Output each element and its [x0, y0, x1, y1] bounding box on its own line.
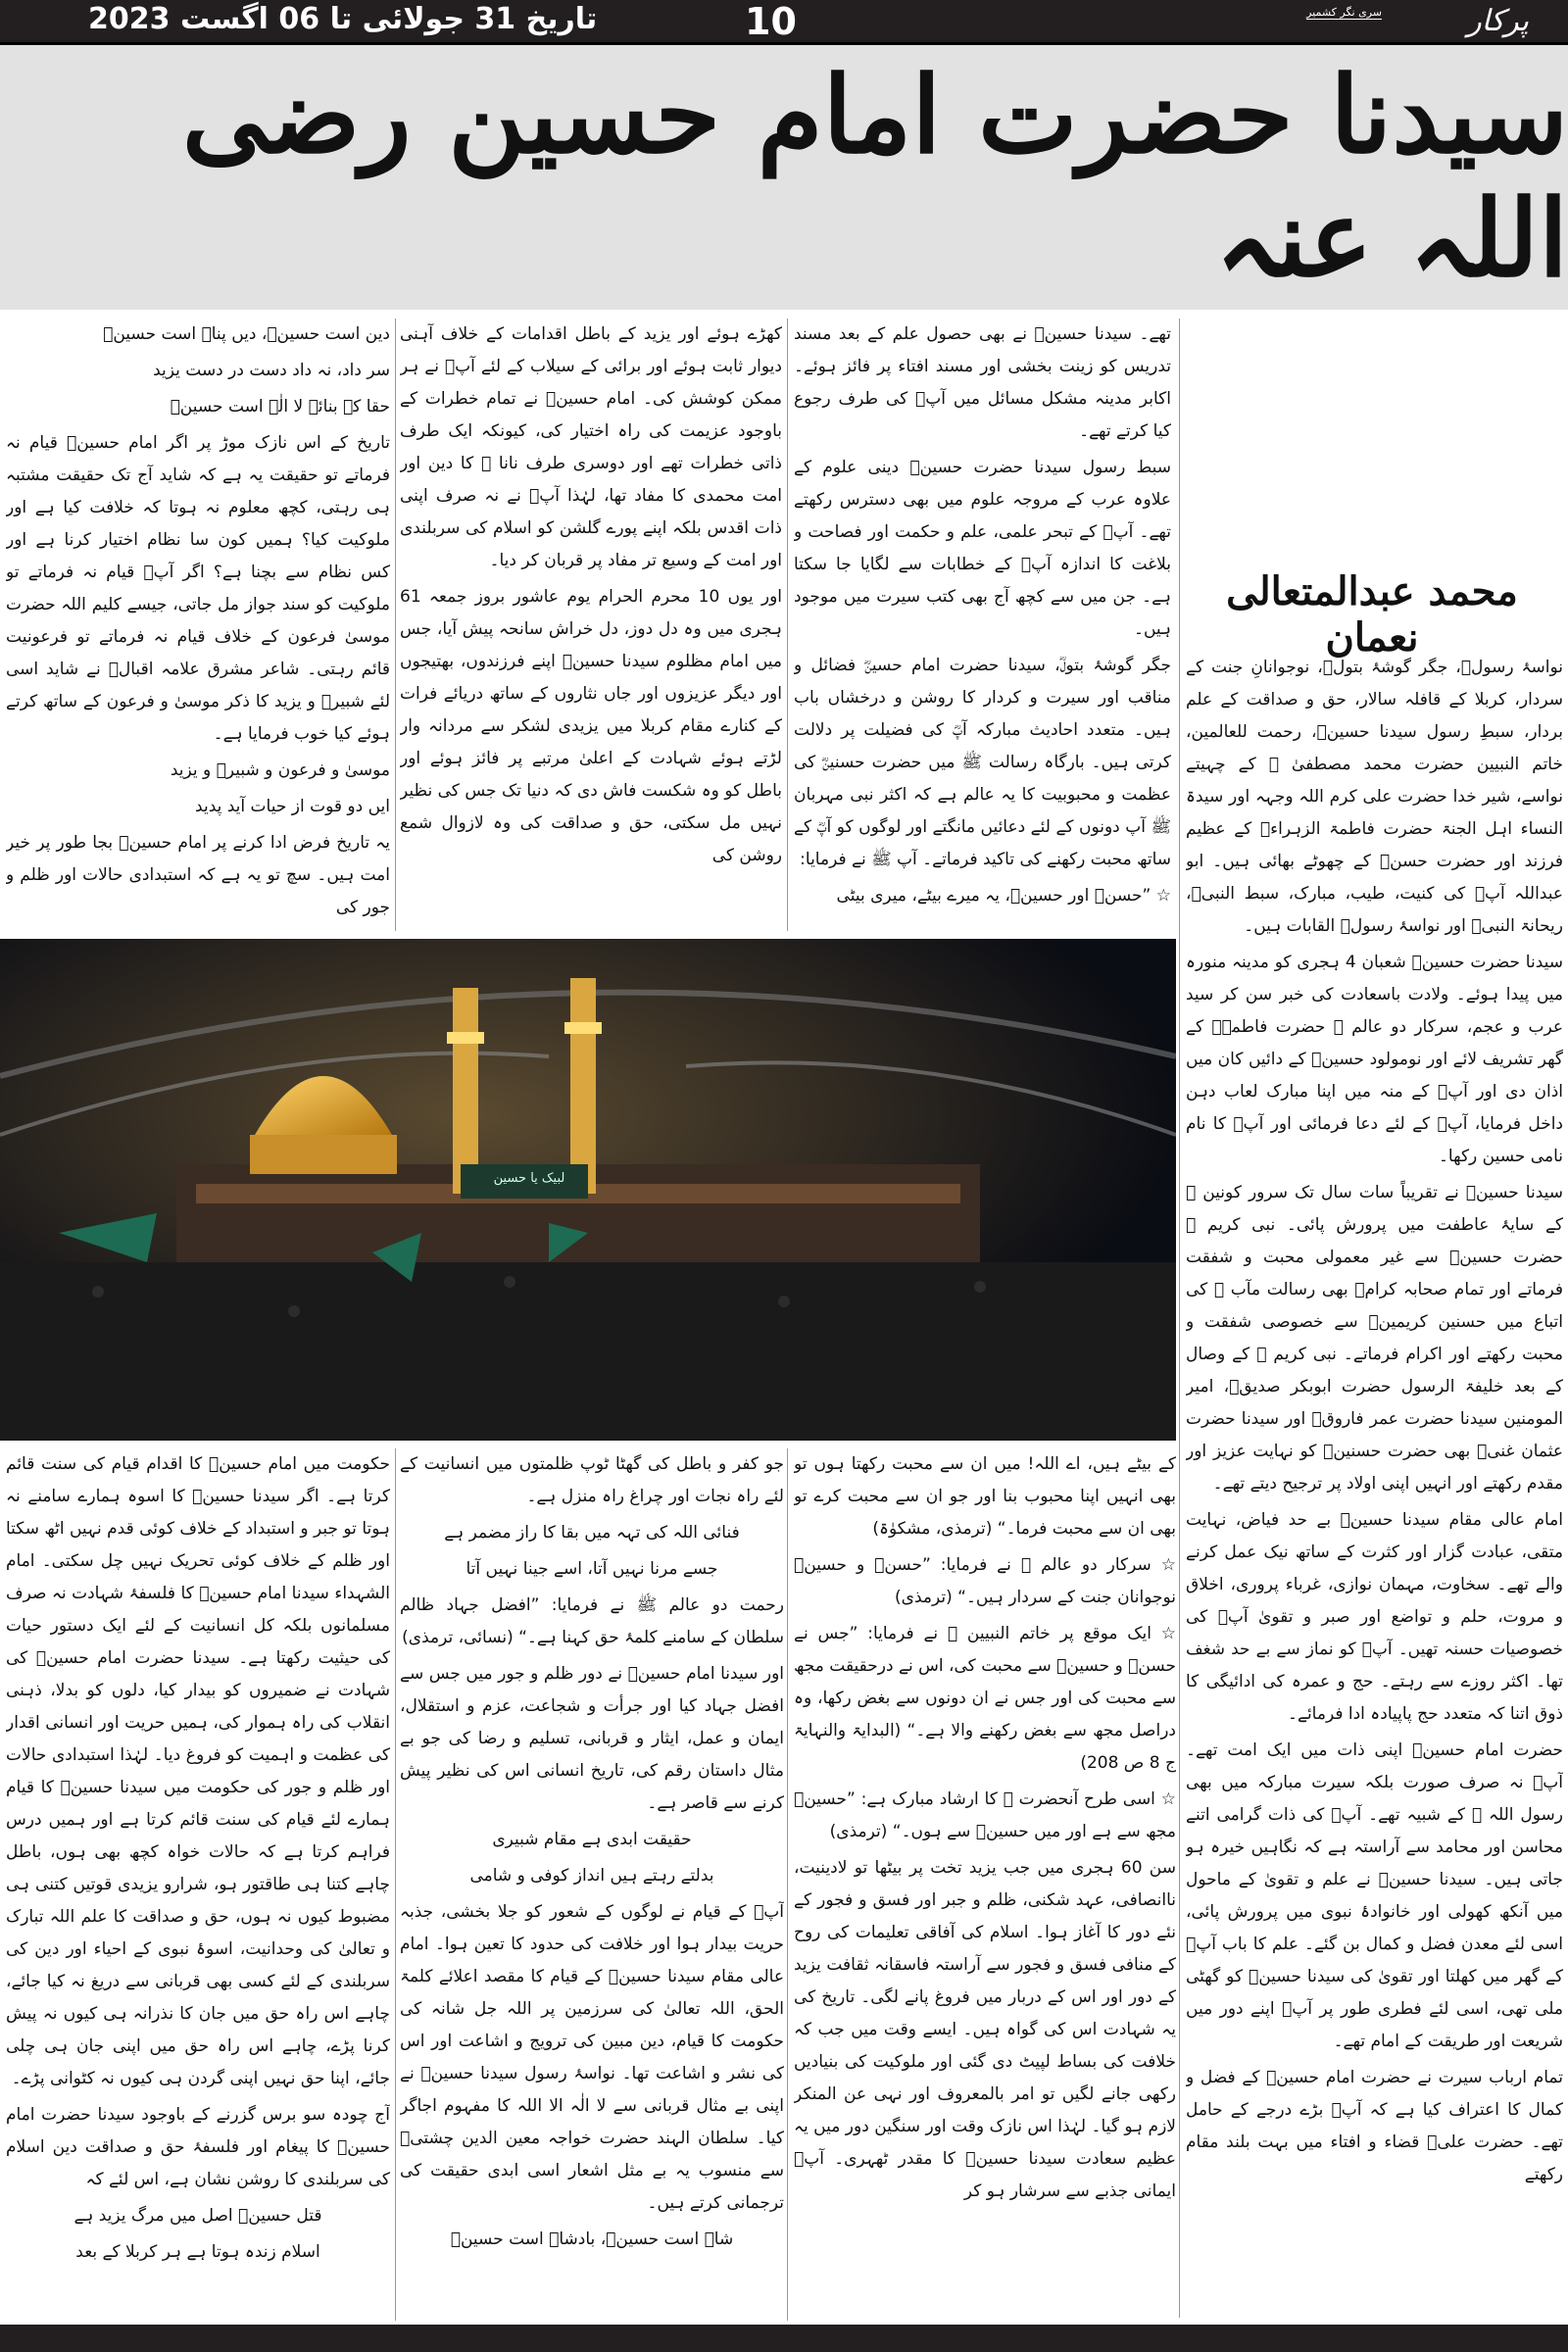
column-divider: [395, 1448, 396, 2321]
paragraph: تھے۔ سیدنا حسینؓ نے بھی حصول علم کے بعد مسند تدریس کو زینت بخشی اور مسند افتاء پر فائز ہوئے۔ اکابر مدینہ مشکل مسائل میں آپؓ کی طرف رجوع کیا کرتے تھے۔: [794, 324, 1171, 441]
verse: جسے مرنا نہیں آتا، اسے جینا نہیں آتا: [466, 1559, 718, 1579]
paragraph: اور یوں 10 محرم الحرام یوم عاشور بروز جمعہ 61 ہجری میں وہ دل دوز، دل خراش سانحہ پیش آیا، جس میں امام مظلوم سیدنا حسینؓ اپنے فرزندوں، بھتیجوں اور دیگر عزیزوں اور جاں نثاروں کے ساتھ دریائے فرات کے کنارے مقام کربلا میں یزیدی لشکر سے مردانہ وار لڑتے ہوئے شہادت کے اعلیٰ مرتبے پر فائز ہوئے اور باطل کو وہ شکست فاش دی کہ دنیا تک جس کی نظیر نہیں مل سکتی، حق و صداقت کی وہ لازوال شمع روشن کی: [400, 587, 782, 865]
paragraph: رحمت دو عالم ﷺ نے فرمایا: ”افضل جہاد ظالم سلطان کے سامنے کلمۂ حق کہنا ہے۔“ (نسائی، ترمذی): [400, 1595, 784, 1647]
paragraph: تمام ارباب سیرت نے حضرت امام حسینؓ کے فضل و کمال کا اعتراف کیا ہے کہ آپؓ بڑے درجے کے حامل تھے۔ حضرت علیؓ قضاء و افتاء میں بہت بلند مقام رکھتے: [1186, 2068, 1563, 2184]
paragraph: جگر گوشۂ بتولؓ، سیدنا حضرت امام حسینؓ فضائل و مناقب اور سیرت و کردار کا روشن و درخشاں باب ہیں۔ متعدد احادیث مبارکہ آپؓ کی فضیلت پر دلالت کرتی ہیں۔ بارگاہ رسالت ﷺ میں حضرت حسنینؓ کی عظمت و محبوبیت کا یہ عالم ہے کہ اکثر نبی مہربان ﷺ آپ دونوں کے لئے دعائیں مانگتے اور لوگوں کو آپؓ کے ساتھ محبت رکھنے کی تاکید فرماتے۔ آپ ﷺ نے فرمایا:: [794, 656, 1171, 869]
paragraph: ☆ ایک موقع پر خاتم النبیین ﷺ نے فرمایا: ”جس نے حسنؓ و حسینؓ سے محبت کی، اس نے درحقیقت مجھ سے محبت کی اور جس نے ان دونوں سے بغض رکھا، وہ دراصل مجھ سے بغض رکھنے والا ہے۔“ (البدایۃ والنہایۃ ج 8 ص 208): [794, 1624, 1176, 1773]
article-column-right: [1186, 652, 1563, 2318]
column-divider: [395, 318, 396, 931]
page-title: سیدنا حضرت امام حسین رضی اللہ عنہ: [181, 54, 1568, 301]
paragraph: کے بیٹے ہیں، اے اللہ! میں ان سے محبت رکھتا ہوں تو بھی انہیں اپنا محبوب بنا اور جو ان سے محبت کرے تو بھی ان سے محبت فرما۔“ (ترمذی، مشکوٰۃ): [794, 1454, 1176, 1539]
verse: بدلتے رہتے ہیں انداز کوفی و شامی: [469, 1866, 714, 1886]
verse: حقیقت ابدی ہے مقام شبیری: [492, 1830, 692, 1849]
paragraph: سن 60 ہجری میں جب یزید تخت پر بیٹھا تو لادینیت، ناانصافی، عہد شکنی، ظلم و جبر اور فسق و فجور کے نئے دور کا آغاز ہوا۔ اسلام کی آفاقی تعلیمات کی روح کے منافی فسق و فجور سے آراستہ فاسقانہ ثقافت یزید کے دور اور اس کے دربار میں فروغ پانے لگی۔ تاریخ کی یہ شہادت اس کی گواہ ہیں۔ ایسے وقت میں جب کہ خلافت کی بساط لپیٹ دی گئی اور ملوکیت کی بنیادیں رکھی جانے لگیں تو امر بالمعروف اور نہی عن المنکر لازم ہو گیا۔ لہٰذا اس نازک وقت اور سنگین دور میں یہ عظیم سعادت سیدنا حسینؓ کا مقدر ٹھہری۔ آپؓ ایمانی جذبے سے سرشار ہو کر: [794, 1858, 1176, 2201]
paragraph: تاریخ کے اس نازک موڑ پر اگر امام حسینؓ قیام نہ فرماتے تو حقیقت یہ ہے کہ شاید آج تک حقیقت مشتبہ ہی رہتی، کچھ معلوم نہ ہوتا کہ خلافت کیا ہے اور ملوکیت کیا؟ ہمیں کون سا نظام اختیار کرنا ہے اور کس نظام سے بچنا ہے؟ اگر آپؓ قیام نہ فرماتے تو ملوکیت کو سند جواز مل جاتی، جیسے کلیم اللہ حضرت موسیٰ فرعون کے خلاف قیام نہ فرماتے تو فرعونیت قائم رہتی۔ شاعر مشرق علامہ اقبالؒ نے شاید اسی لئے شبیرؓ و یزید کا ذکر موسیٰ و فرعون کے ساتھ کرتے ہوئے کیا خوب فرمایا ہے۔: [6, 433, 390, 744]
paragraph: کھڑے ہوئے اور یزید کے باطل اقدامات کے خلاف آہنی دیوار ثابت ہوئے اور برائی کے سیلاب کے لئے آپؓ نے ہر ممکن کوشش کی۔ امام حسینؓ نے تمام خطرات کے باوجود عزیمت کی راہ اختیار کی، کیونکہ ایک طرف ذاتی خطرات تھے اور دوسری طرف نانا ﷺ کا دین اور امت محمدی کا مفاد تھا، لہٰذا آپؓ نے نہ صرف اپنی ذات اقدس بلکہ اپنے پورے گلشن کو اسلام کی سربلندی اور امت کے وسیع تر مفاد پر قربان کر دیا۔: [400, 324, 782, 570]
article-column-b3: [6, 1448, 390, 2321]
page-number: 10: [745, 0, 797, 43]
verse: شاہ است حسینؓ، بادشاہ است حسینؓ: [450, 2230, 734, 2249]
paragraph: سیدنا حسینؓ نے تقریباً سات سال تک سرور کونین ﷺ کے سایۂ عاطفت میں پرورش پائی۔ نبی کریم ﷺ حضرت حسینؓ سے غیر معمولی محبت و شفقت فرماتے اور تمام صحابہ کرامؓ بھی رسالت مآب ﷺ کی اتباع میں حسنین کریمینؓ سے خصوصی شفقت و محبت رکھتے اور اکرام فرماتے۔ نبی کریم ﷺ کے وصال کے بعد خلیفۃ الرسول حضرت ابوبکر صدیقؓ، امیر المومنین سیدنا حضرت عمر فاروقؓ اور سیدنا حضرت عثمان غنیؓ بھی حضرت حسنینؓ کو نہایت عزیز اور مقدم رکھتے اور انہیں اپنی اولاد پر ترجیح دیتے تھے۔: [1186, 1183, 1563, 1494]
verse: فنائی اللہ کی تہہ میں بقا کا راز مضمر ہے: [444, 1523, 740, 1543]
verse: موسیٰ و فرعون و شبیرؓ و یزید: [170, 760, 390, 780]
paragraph: ☆ سرکار دو عالم ﷺ نے فرمایا: ”حسنؓ و حسینؓ نوجوانان جنت کے سردار ہیں۔“ (ترمذی): [794, 1555, 1176, 1607]
paragraph: حکومت میں امام حسینؓ کا اقدام قیام کی سنت قائم کرتا ہے۔ اگر سیدنا حسینؓ کا اسوہ ہمارے سامنے نہ ہوتا تو جبر و استبداد کے خلاف کوئی قدم نہیں اٹھ سکتا اور ظلم کے خلاف کوئی تحریک نہیں چل سکتی۔ امام الشہداء سیدنا امام حسینؓ کا فلسفۂ شہادت نہ صرف مسلمانوں بلکہ کل انسانیت کے لئے ایک دستور حیات کی حیثیت رکھتا ہے۔ سیدنا حضرت امام حسینؓ کی شہادت نے ضمیروں کو بیدار کیا، دلوں کو بدلا، ذہنی انقلاب کی راہ ہموار کی، ہمیں حریت اور انسانی اقدار کی عظمت و اہمیت کو فروغ دیا۔ لہٰذا استبدادی حالات اور ظلم و جور کی حکومت میں سیدنا حسینؓ کا قیام ہمارے لئے قیام کی سنت قائم کرتا ہے اور ہمیں درس فراہم کرتا ہے کہ حالات خواہ کچھ بھی ہوں، باطل چاہے کتنا ہی طاقتور ہو، شرارو یزیدی قوتیں کتنی ہی مضبوط کیوں نہ ہوں، حق و صداقت کا علم اللہ تبارک و تعالیٰ کی وحدانیت، اسوۂ نبوی کے احیاء اور دین کی سربلندی کے لئے کسی بھی قربانی سے دریغ نہ کیا جائے، چاہے اس راہ حق میں جان کا نذرانہ ہی کیوں نہ پیش کرنا پڑے، چاہے اس راہ حق میں اپنی جان ہی چلی جائے، اپنا حق نہیں اپنی گردن ہی کیوں نہ کٹوانی پڑے۔: [6, 1454, 390, 2088]
author-name: محمد عبدالمتعالی نعمان: [1226, 568, 1518, 661]
paragraph: آپؓ کے قیام نے لوگوں کے شعور کو جلا بخشی، جذبہ حریت بیدار ہوا اور خلافت کی حدود کا تعین ہوا۔ امام عالی مقام سیدنا حسینؓ کے قیام کا مقصد اعلائے کلمۃ الحق، اللہ تعالیٰ کی سرزمین پر اللہ جل شانہ کی حکومت کا قیام، دین مبین کی ترویج و اشاعت اور اس کی نشر و اشاعت تھا۔ نواسۂ رسول سیدنا حسینؓ نے اپنی بے مثال قربانی سے لا الٰہ الا اللہ کا مفہوم اجاگر کیا۔ سلطان الہند حضرت خواجہ معین الدین چشتیؒ سے منسوب یہ بے مثل اشعار اسی ابدی حقیقت کی ترجمانی کرتے ہیں۔: [400, 1902, 784, 2213]
paragraph: ☆ ”حسنؓ اور حسینؓ، یہ میرے بیٹے، میری بیٹی: [836, 886, 1171, 906]
column-divider: [787, 1448, 788, 2321]
paragraph: امام عالی مقام سیدنا حسینؓ بے حد فیاض، نہایت متقی، عبادت گزار اور کثرت کے ساتھ نیک عمل کرنے والے تھے۔ سخاوت، مہمان نوازی، غرباء پروری، اخلاق و مروت، حلم و تواضع اور صبر و تقویٰ آپؓ کی خصوصیات حسنہ تھیں۔ آپؓ کو نماز سے بے حد شغف تھا۔ اکثر روزے سے رہتے۔ حج و عمرہ کی ادائیگی کا ذوق اتنا کہ متعدد حج پاپیادہ ادا فرمائے۔: [1186, 1510, 1563, 1724]
paragraph: نواسۂ رسولؐ، جگر گوشۂ بتولؓ، نوجوانانِ جنت کے سردار، کربلا کے قافلہ سالار، حق و صداقت کے علم بردار، سبطِ رسول سیدنا حسینؓ، رحمت للعالمین، خاتم النبیین حضرت محمد مصطفیٰ ﷺ کے چہیتے نواسے، شیر خدا حضرت علی کرم اللہ وجہہ اور سیدۃ النساء اہل الجنۃ حضرت فاطمۃ الزہراءؓ کے عظیم فرزند اور حضرت حسنؓ کے چھوٹے بھائی ہیں۔ ابو عبداللہ آپؓ کی کنیت، طیب، مبارک، سبط النبیؐ، ریحانۃ النبیؐ اور نواسۂ رسولؐ القابات ہیں۔: [1186, 658, 1563, 936]
karbala-shrine-photo: [0, 939, 1176, 1441]
verse: ایں دو قوت از حیات آید پدید: [195, 797, 390, 816]
paragraph: جو کفر و باطل کی گھٹا ٹوپ ظلمتوں میں انسانیت کے لئے راہ نجات اور چراغ راہ منزل ہے۔: [400, 1454, 784, 1506]
article-column-b1: [794, 1448, 1176, 2321]
paragraph: سیدنا حضرت حسینؓ شعبان 4 ہجری کو مدینہ منورہ میں پیدا ہوئے۔ ولادت باسعادت کی خبر سن کر سید عرب و عجم، سرکار دو عالم ﷺ حضرت فاطمہؓ کے گھر تشریف لائے اور نومولود حسینؓ کے دائیں کان میں اذان دی اور آپؐ کے منہ میں اپنا مبارک لعاب دہن داخل فرمایا، آپؐ کے لئے دعا فرمائی اور آپؐ کا نام نامی حسین رکھا۔: [1186, 953, 1563, 1166]
masthead-bar: [0, 0, 1568, 45]
headline-band: [0, 45, 1568, 310]
column-divider: [787, 318, 788, 931]
article-column-b2: [400, 1448, 784, 2321]
verse: سر داد، نہ داد دست در دست یزید: [153, 361, 390, 380]
article-column-1: [794, 318, 1171, 931]
paragraph: حضرت امام حسینؓ اپنی ذات میں ایک امت تھے۔ آپؓ نہ صرف صورت بلکہ سیرت مبارکہ میں بھی رسول اللہ ﷺ کے شبیہ تھے۔ آپؓ کی ذات گرامی اتنے محاسن اور محامد سے آراستہ ہے کہ نگاہیں خیرہ ہو جاتی ہیں۔ سیدنا حسینؓ نے علم و تقویٰ کے ماحول میں آنکھ کھولی اور خانوادۂ نبوی میں پرورش پائی، اسی لئے معدن فضل و کمال بن گئے۔ علم کا باب آپؓ کے گھر میں کھلتا اور تقویٰ کی سیدنا حسینؓ کو گھٹی ملی تھی، اسی لئے فطری طور پر آپؓ اپنے دور میں شریعت اور طریقت کے امام تھے۔: [1186, 1740, 1563, 2051]
paragraph: ☆ اسی طرح آنحضرت ﷺ کا ارشاد مبارک ہے: ”حسینؓ مجھ سے ہے اور میں حسینؓ سے ہوں۔“ (ترمذی): [794, 1789, 1176, 1841]
article-column-3: [6, 318, 390, 931]
photo-banner-text: لبیک یا حسین: [493, 1171, 565, 1186]
verse: اسلام زندہ ہوتا ہے ہر کربلا کے بعد: [75, 2242, 320, 2262]
column-divider: [1179, 318, 1180, 2318]
paragraph: اور سیدنا امام حسینؓ نے دور ظلم و جور میں جس سے افضل جہاد کیا اور جرأت و شجاعت، عزم و استقلال، ایمان و عمل، ایثار و قربانی، تسلیم و رضا کی جو بے مثال داستان رقم کی، تاریخ انسانی اس کی نظیر پیش کرنے سے قاصر ہے۔: [400, 1664, 784, 1813]
article-column-2: [400, 318, 782, 931]
issue-date: تاریخ 31 جولائی تا 06 اگست 2023: [88, 2, 598, 36]
verse: قتل حسینؓ اصل میں مرگ یزید ہے: [74, 2206, 322, 2226]
logo-subtitle: سری نگر کشمیر: [1306, 6, 1382, 19]
paragraph: آج چودہ سو برس گزرنے کے باوجود سیدنا حضرت امام حسینؓ کا پیغام اور فلسفۂ حق و صداقت دین اسلام کی سربلندی کا روشن نشان ہے، اس لئے کہ: [6, 2105, 390, 2189]
paragraph: یہ تاریخ فرض ادا کرنے پر امام حسینؓ بجا طور پر خیر امت ہیں۔ سچ تو یہ ہے کہ استبدادی حالات اور ظلم و جور کی: [6, 833, 390, 917]
verse: حقا کہ بنائے لا الٰہ است حسینؓ: [170, 397, 390, 416]
footer-bar: [0, 2325, 1568, 2352]
paragraph: سبط رسول سیدنا حضرت حسینؓ دینی علوم کے علاوہ عرب کے مروجہ علوم میں بھی دسترس رکھتے تھے۔ آپؓ کے تبحر علمی، علم و حکمت اور فصاحت و بلاغت کا اندازہ آپؓ کے خطابات سے لگایا جا سکتا ہے۔ جن میں سے کچھ آج بھی کتب سیرت میں موجود ہیں۔: [794, 458, 1171, 639]
verse: دین است حسینؓ، دیں پناہ است حسینؓ: [103, 324, 390, 344]
newspaper-logo: پرکار: [1467, 4, 1529, 38]
